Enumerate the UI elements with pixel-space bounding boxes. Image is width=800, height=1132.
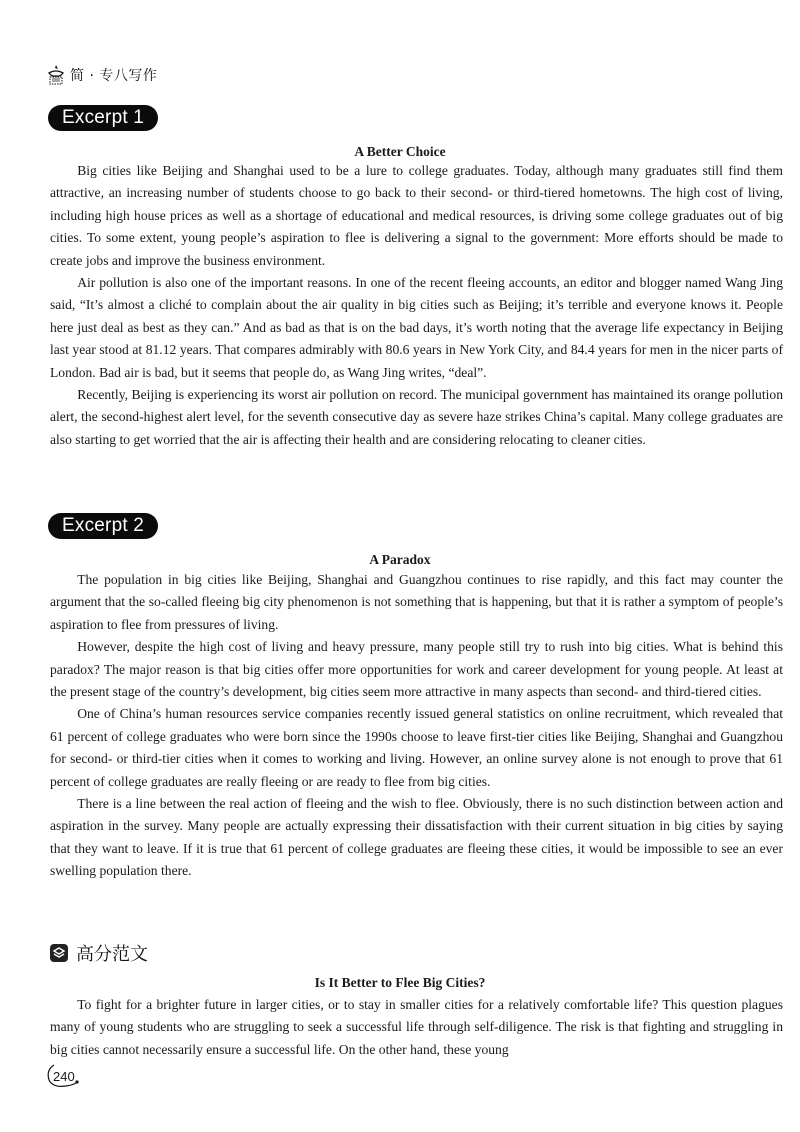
page-number <box>44 1062 80 1090</box>
excerpt-2-body <box>50 569 783 883</box>
paragraph: Big cities like Beijing and Shanghai used to be a lure to college graduates. Today, although many graduates still find them attractive, an increasing number of students choose to go back to their second- or third-tiered hometowns. The high cost of living, including high house prices as well as a shortage of educational and medical resources, is driving some college graduates out of big cities. To some extent, young people’s aspiration to flee is delivering a signal to the government: More efforts should be made to create jobs and improve the business environment. <box>50 163 783 268</box>
paragraph: One of China’s human resources service companies recently issued general statistics on online recruitment, which revealed that 61 percent of college graduates who were born since the 1990s choose to leave first-tier cities like Beijing, Shanghai and Guangzhou for second- or third-tier cities when it comes to working and living. However, an online survey alone is not enough to prove that 61 percent of college graduates are really fleeing or are ready to flee from big cities. <box>50 706 783 789</box>
excerpt-2-label: Excerpt 2 <box>48 513 158 539</box>
model-essay-heading <box>50 940 148 966</box>
calligraphy-logo-icon <box>46 64 66 86</box>
paragraph: Recently, Beijing is experiencing its worst air pollution on record. The municipal government has maintained its orange pollution alert, the second-highest alert level, for the seventh consecutive day as severe haze strikes China’s capital. Many college graduates are also starting to get worried that the air is affecting their health and are considering relocating to cleaner cities. <box>50 387 783 447</box>
excerpt-1-body <box>50 160 783 451</box>
running-header <box>46 62 157 88</box>
header-title: 简 · 专八写作 <box>70 68 158 84</box>
excerpt-1-title: A Better Choice <box>354 144 446 159</box>
excerpt-1-label: Excerpt 1 <box>48 105 158 131</box>
model-essay-body <box>50 994 783 1061</box>
paragraph: The population in big cities like Beijing, Shanghai and Guangzhou continues to rise rapidly, and this fact may counter the argument that the so-called fleeing big city phenomenon is not something that is happening, but that it is rather a symptom of people’s aspiration to flee from pressures of living. <box>50 572 783 632</box>
excerpt-2-title: A Paradox <box>369 552 431 567</box>
model-essay-title: Is It Better to Flee Big Cities? <box>314 975 486 990</box>
paragraph: There is a line between the real action of fleeing and the wish to flee. Obviously, there is no such distinction between action and aspiration in the survey. Many people are actually expressing their dissatisfaction with their current situation in big cities by saying that they want to leave. If it is true that 61 percent of college graduates are fleeing these cities, it would be impossible to see an ever swelling population there. <box>50 796 783 879</box>
essay-badge-icon <box>50 944 68 962</box>
paragraph: However, despite the high cost of living and heavy pressure, many people still try to rush into big cities. What is behind this paradox? The major reason is that big cities offer more opportunities for work and career development for young people. At least at the present stage of the country’s development, big cities seem more attractive in many aspects than second- and third-tiered cities. <box>50 639 783 700</box>
model-essay-label: 高分范文 <box>76 944 148 965</box>
paragraph: To fight for a brighter future in larger cities, or to stay in smaller cities for a relatively comfortable life? This question plagues many of young students who are struggling to seek a successful life through self-diligence. The risk is that fighting and struggling in big cities cannot necessarily ensure a successful life. On the other hand, these young <box>50 997 783 1057</box>
page-number-text: 240 <box>53 1069 75 1084</box>
paragraph: Air pollution is also one of the important reasons. In one of the recent fleeing accounts, an editor and blogger named Wang Jing said, “It’s almost a cliché to complain about the air quality in big cities such as Beijing; it’s terrible and everyone knows it. People here just deal as best as they can.” And as bad as that is on the bad days, it’s worth noting that the average life expectancy in Beijing last year stood at 81.12 years. That compares admirably with 80.6 years in New York City, and 84.4 years for men in the nicer parts of London. Bad air is bad, but it seems that people do, as Wang Jing writes, “deal”. <box>50 275 783 380</box>
